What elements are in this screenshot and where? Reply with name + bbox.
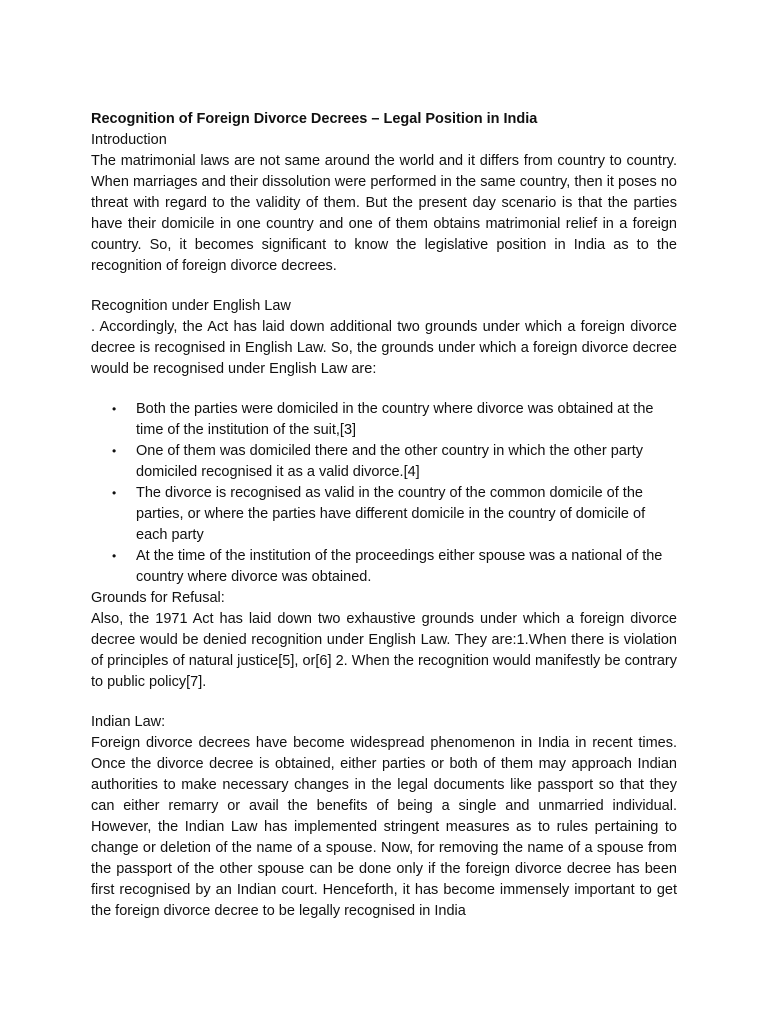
- list-item-text: One of them was domiciled there and the other country in which the other party domiciled recognised it as a valid divorce.[4]: [136, 443, 643, 480]
- list-item: [91, 546, 677, 588]
- section-spacer: [91, 380, 677, 399]
- document-title: Recognition of Foreign Divorce Decrees – Legal Position in India: [91, 111, 538, 127]
- english-law-paragraph: . Accordingly, the Act has laid down additional two grounds under which a foreign divorce decree is recognised in English Law. So, the grounds under which a foreign divorce decree would be recognised under English Law are:: [91, 319, 677, 377]
- recognition-grounds-list: [91, 399, 677, 588]
- list-item-text: The divorce is recognised as valid in the country of the common domicile of the parties, or where the parties have different domicile in the country of domicile of each party: [136, 485, 646, 543]
- bullet-icon: •: [112, 444, 117, 458]
- english-law-heading: Recognition under English Law: [91, 298, 291, 314]
- list-item: [91, 399, 677, 441]
- indian-law-heading: Indian Law:: [91, 714, 166, 730]
- refusal-heading: Grounds for Refusal:: [91, 590, 225, 606]
- bullet-icon: •: [112, 402, 117, 416]
- bullet-icon: •: [112, 549, 117, 563]
- bullet-icon: •: [112, 486, 117, 500]
- section-spacer: [91, 693, 677, 712]
- indian-law-paragraph: Foreign divorce decrees have become widespread phenomenon in India in recent times. Once the divorce decree is obtained, either parties or both of them may approach Indian authorities to make necessary changes in the legal documents like passport so that they can either remarry or avail the benefits of being a single and unmarried individual. However, the Indian Law has implemented stringent measures as to rules pertaining to change or deletion of the name of a spouse. Now, for removing the name of a spouse from the passport of the other spouse can be done only if the foreign divorce decree has been first recognised by an Indian court. Henceforth, it has become immensely important to get the foreign divorce decree to be legally recognised in India: [91, 735, 677, 919]
- introduction-paragraph: The matrimonial laws are not same around the world and it differs from country to country. When marriages and their dissolution were performed in the same country, then it poses no threat with regard to the validity of them. But the present day scenario is that the parties have their domicile in one country and one of them obtains matrimonial relief in a foreign country. So, it becomes significant to know the legislative position in India as to the recognition of foreign divorce decrees.: [91, 153, 677, 274]
- document-page: [91, 108, 677, 922]
- section-spacer: [91, 277, 677, 296]
- introduction-heading: Introduction: [91, 132, 167, 148]
- refusal-paragraph: Also, the 1971 Act has laid down two exhaustive grounds under which a foreign divorce decree would be denied recognition under English Law. They are:1.When there is violation of principles of natural justice[5], or[6] 2. When the recognition would manifestly be contrary to public policy[7].: [91, 611, 677, 690]
- list-item-text: At the time of the institution of the proceedings either spouse was a national of the country where divorce was obtained.: [136, 548, 663, 585]
- list-item: [91, 441, 677, 483]
- list-item-text: Both the parties were domiciled in the country where divorce was obtained at the time of the institution of the suit,[3]: [136, 401, 654, 438]
- list-item: [91, 483, 677, 546]
